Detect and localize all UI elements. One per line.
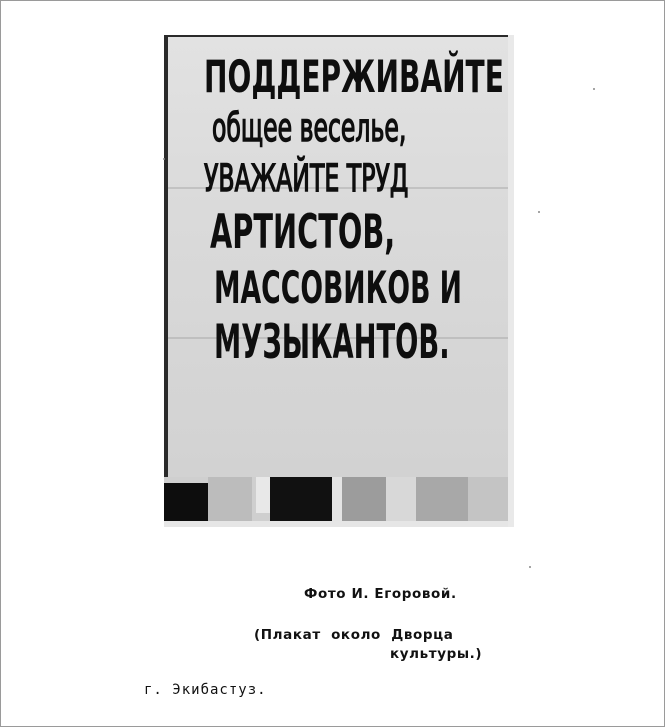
doorway	[270, 477, 332, 527]
poster-line: МАССОВИКОВ И	[214, 261, 462, 314]
caption-note-line-2: культуры.)	[390, 646, 483, 662]
poster-slogan	[204, 51, 504, 370]
poster-line: МУЗЫКАНТОВ.	[214, 315, 450, 370]
photo-edge	[508, 35, 514, 527]
city-caption: г. Экибастуз.	[144, 682, 267, 698]
light-panel	[386, 477, 416, 527]
poster-line: УВАЖАЙТЕ ТРУД	[204, 155, 409, 201]
light-panel	[256, 477, 270, 513]
print-speck	[593, 88, 595, 90]
poster-line: общее веселье,	[212, 105, 407, 152]
photo-credit: Фото И. Егоровой.	[304, 586, 457, 602]
light-panel	[332, 477, 342, 527]
poster	[168, 37, 508, 477]
poster-line: ПОДДЕРЖИВАЙТЕ	[204, 51, 504, 104]
floor-base	[164, 521, 514, 527]
photograph	[164, 35, 514, 527]
print-speck	[538, 211, 540, 213]
photo-floor-strip	[164, 477, 514, 527]
caption-note-line-1: (Плакат около Дворца	[254, 627, 454, 643]
grey-panel	[342, 477, 386, 527]
print-speck	[529, 566, 531, 568]
poster-line: АРТИСТОВ,	[210, 205, 396, 260]
grey-panel	[416, 477, 468, 527]
print-speck	[163, 158, 165, 160]
grey-panel	[208, 477, 252, 521]
